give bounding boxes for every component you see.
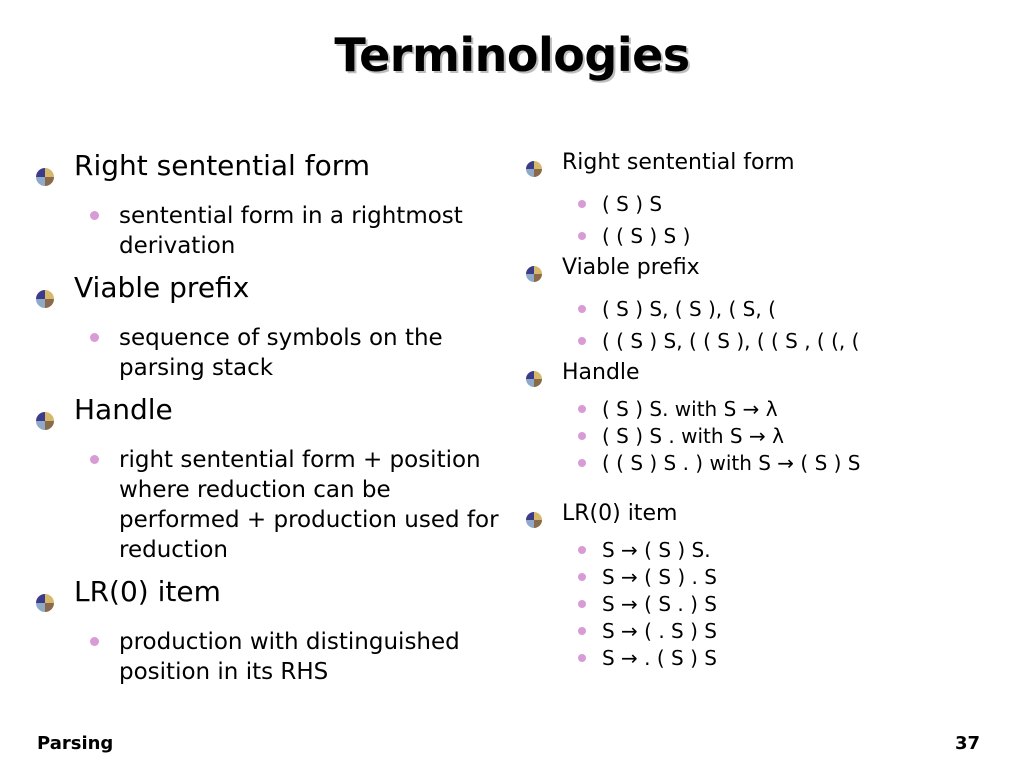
pink-dot-bullet-icon <box>578 200 586 208</box>
pink-dot-bullet-icon <box>578 546 586 554</box>
pink-dot-bullet-icon <box>578 405 586 413</box>
left-heading-right-sentential-form <box>36 148 506 195</box>
heading-text: Viable prefix <box>74 271 250 304</box>
quartered-disc-bullet-icon <box>36 159 54 195</box>
right-subitem <box>578 423 1006 450</box>
quartered-disc-bullet-icon <box>526 156 542 186</box>
right-heading-lr0-item <box>526 499 1006 537</box>
footer-section-label: Parsing <box>37 733 114 754</box>
pink-dot-bullet-icon <box>90 455 99 464</box>
pink-dot-bullet-icon <box>90 637 99 646</box>
heading-text: Right sentential form <box>74 149 371 182</box>
page-number: 37 <box>954 733 980 754</box>
right-subitem <box>578 564 1006 591</box>
quartered-disc-bullet-icon <box>36 585 54 621</box>
right-heading-handle <box>526 358 1006 396</box>
pink-dot-bullet-icon <box>578 654 586 662</box>
heading-text: LR(0) item <box>562 501 678 526</box>
subitem-text: sentential form in a rightmost derivation <box>119 203 463 259</box>
left-subitem <box>90 323 506 383</box>
right-subitem <box>578 328 1006 355</box>
subitem-text: ( S ) S <box>602 192 663 216</box>
heading-text: Viable prefix <box>562 255 700 280</box>
subitem-text: ( S ) S. with S → λ <box>602 397 778 421</box>
heading-text: Right sentential form <box>562 150 795 175</box>
right-subitem <box>578 396 1006 423</box>
subitem-text: ( ( S ) S . ) with S → ( S ) S <box>602 451 861 475</box>
left-subitem <box>90 627 506 687</box>
subitem-text: S → ( . S ) S <box>602 619 717 643</box>
subitem-text: S → ( S . ) S <box>602 592 717 616</box>
right-subitem <box>578 645 1006 672</box>
left-subitem <box>90 445 506 565</box>
pink-dot-bullet-icon <box>578 627 586 635</box>
right-heading-viable-prefix <box>526 253 1006 291</box>
subitem-text: S → ( S ) . S <box>602 565 717 589</box>
quartered-disc-bullet-icon <box>526 366 542 396</box>
subitem-text: ( S ) S . with S → λ <box>602 424 784 448</box>
left-heading-viable-prefix <box>36 270 506 317</box>
pink-dot-bullet-icon <box>578 432 586 440</box>
pink-dot-bullet-icon <box>578 337 586 345</box>
subitem-text: S → ( S ) S. <box>602 538 711 562</box>
pink-dot-bullet-icon <box>578 232 586 240</box>
heading-text: Handle <box>74 393 173 426</box>
subitem-text: ( ( S ) S, ( ( S ), ( ( S , ( (, ( <box>602 329 860 353</box>
right-subitem <box>578 296 1006 323</box>
right-heading-right-sentential-form <box>526 148 1006 186</box>
quartered-disc-bullet-icon <box>526 261 542 291</box>
right-subitem <box>578 591 1006 618</box>
subitem-text: S → . ( S ) S <box>602 646 717 670</box>
pink-dot-bullet-icon <box>90 211 99 220</box>
quartered-disc-bullet-icon <box>36 403 54 439</box>
pink-dot-bullet-icon <box>578 600 586 608</box>
right-subitem <box>578 537 1006 564</box>
subitem-text: right sentential form + position where reduction can be performed + production used for reduction <box>119 447 499 563</box>
subitem-text: ( ( S ) S ) <box>602 224 691 248</box>
subitem-text: ( S ) S, ( S ), ( S, ( <box>602 297 776 321</box>
right-subitem <box>578 618 1006 645</box>
left-column <box>36 148 506 687</box>
left-heading-handle <box>36 392 506 439</box>
pink-dot-bullet-icon <box>578 305 586 313</box>
quartered-disc-bullet-icon <box>526 507 542 537</box>
heading-text: Handle <box>562 360 640 385</box>
left-subitem <box>90 201 506 261</box>
subitem-text: sequence of symbols on the parsing stack <box>119 325 443 381</box>
slide-title: Terminologies <box>334 28 690 82</box>
pink-dot-bullet-icon <box>578 459 586 467</box>
right-column <box>526 148 1006 672</box>
left-heading-lr0-item <box>36 574 506 621</box>
subitem-text: production with distinguished position in its RHS <box>119 629 460 685</box>
right-subitem <box>578 450 1006 477</box>
pink-dot-bullet-icon <box>90 333 99 342</box>
right-subitem <box>578 191 1006 218</box>
pink-dot-bullet-icon <box>578 573 586 581</box>
quartered-disc-bullet-icon <box>36 281 54 317</box>
heading-text: LR(0) item <box>74 575 221 608</box>
right-subitem <box>578 223 1006 250</box>
